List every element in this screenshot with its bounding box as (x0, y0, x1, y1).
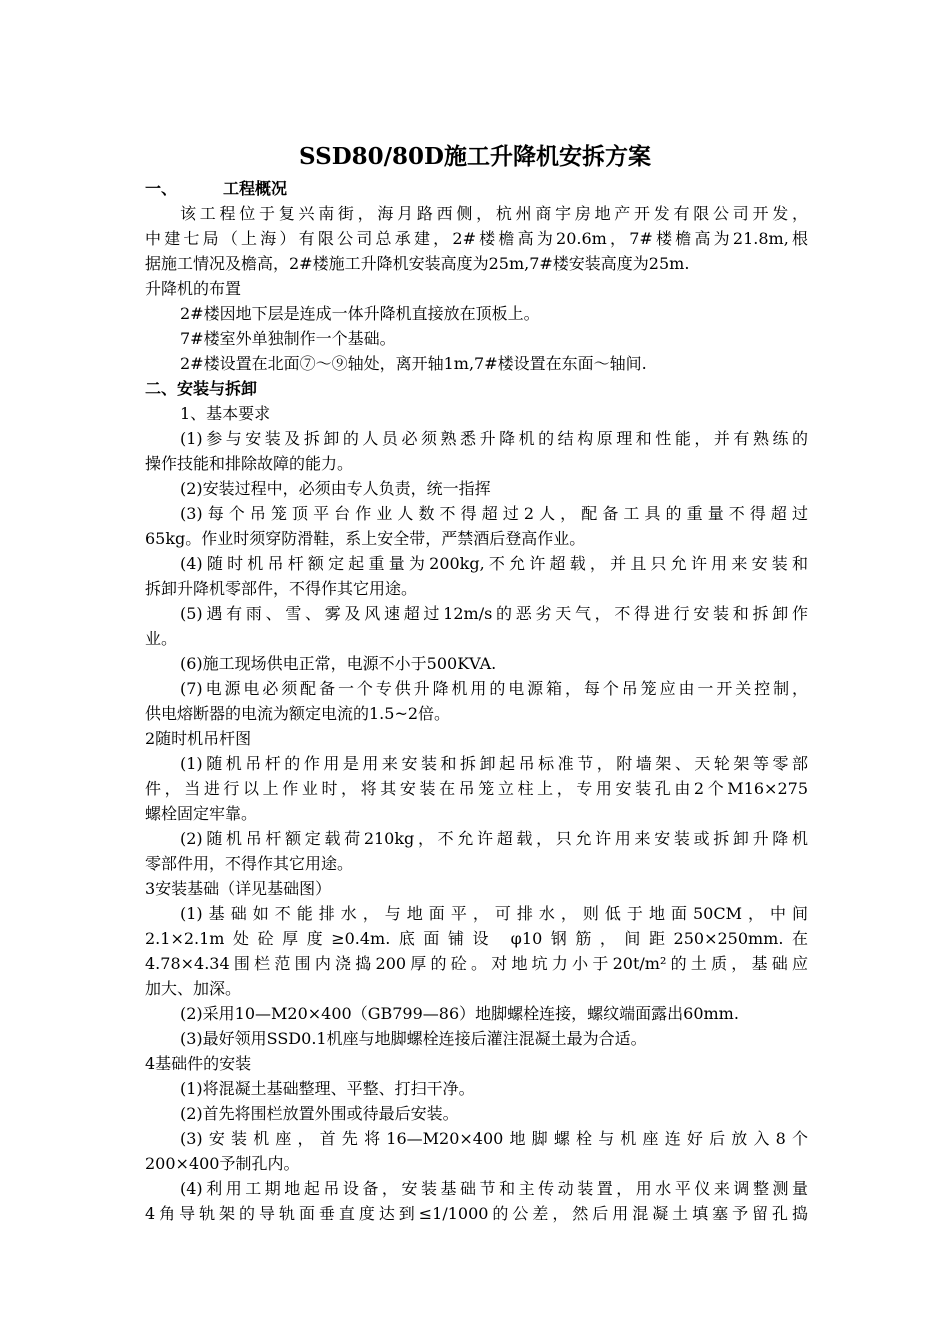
paragraph-line: 7#楼室外单独制作一个基础。 (180, 329, 396, 348)
paragraph-line: 加大、加深。 (145, 979, 242, 998)
paragraph-line: 件，当进行以上作业时，将其安装在吊笼立柱上，专用安装孔由2个M16×275 (145, 779, 808, 798)
subsection-heading: 3安装基础（详见基础图） (145, 879, 332, 898)
paragraph-line: (7)电源电必须配备一个专供升降机用的电源箱，每个吊笼应由一开关控制， (180, 679, 808, 698)
section2-heading: 二、安装与拆卸 (145, 379, 258, 398)
paragraph-line: (1)随机吊杆的作用是用来安装和拆卸起吊标准节，附墙架、天轮架等零部 (180, 754, 808, 773)
paragraph-line: 螺栓固定牢靠。 (145, 804, 258, 823)
subsection-heading: 2随时机吊杆图 (145, 729, 252, 748)
paragraph-line: 中建七局（上海）有限公司总承建，2#楼檐高为20.6m，7#楼檐高为21.8m,根 (145, 229, 808, 248)
paragraph-line: (1)将混凝土基础整理、平整、打扫干净。 (180, 1079, 475, 1098)
paragraph-line: 4.78×4.34围栏范围内浇捣200厚的砼。对地坑力小于20t/m²的土质，基础应 (145, 954, 808, 973)
paragraph-line: 2#楼设置在北面⑦～⑨轴处，离开轴1m,7#楼设置在东面～轴间. (180, 354, 647, 373)
paragraph-line: (3)每个吊笼顶平台作业人数不得超过2人，配备工具的重量不得超过 (180, 504, 808, 523)
paragraph-line: 业。 (145, 629, 178, 648)
paragraph-line: 据施工情况及檐高，2#楼施工升降机安装高度为25m,7#楼安装高度为25m. (145, 254, 690, 273)
section1-title: 工程概况 (223, 179, 288, 198)
paragraph-line: 2.1×2.1m处砼厚度≥0.4m.底面铺设 φ10钢筋，间距250×250mm.在 (145, 929, 808, 948)
paragraph-line: (2)随机吊杆额定载荷210kg，不允许超载，只允许用来安装或拆卸升降机 (180, 829, 808, 848)
paragraph-line: 该工程位于复兴南街，海月路西侧，杭州商宇房地产开发有限公司开发， (180, 204, 808, 223)
paragraph-line: (2)安装过程中，必须由专人负责，统一指挥 (180, 479, 491, 498)
document-title: SSD80/80D施工升降机安拆方案 (298, 143, 652, 170)
paragraph-line: 2#楼因地下层是连成一体升降机直接放在顶板上。 (180, 304, 540, 323)
paragraph-line: (4)利用工期地起吊设备，安装基础节和主传动装置，用水平仪来调整测量 (180, 1179, 808, 1198)
paragraph-line: (3)最好领用SSD0.1机座与地脚螺栓连接后灌注混凝土最为合适。 (180, 1029, 647, 1048)
paragraph-line: 操作技能和排除故障的能力。 (145, 454, 354, 473)
paragraph-line: (6)施工现场供电正常，电源不小于500KVA. (180, 654, 497, 673)
paragraph-line: (1)参与安装及拆卸的人员必须熟悉升降机的结构原理和性能，并有熟练的 (180, 429, 808, 448)
paragraph-line: 1、基本要求 (180, 404, 271, 423)
paragraph-line: (3)安装机座，首先将16—M20×400地脚螺栓与机座连好后放入8个 (180, 1129, 808, 1148)
section1-heading (145, 176, 808, 201)
paragraph-line: 升降机的布置 (145, 279, 242, 298)
paragraph-line: (2)采用10—M20×400（GB799—86）地脚螺栓连接，螺纹端面露出60mm. (180, 1004, 739, 1023)
section1-number: 一、 (145, 179, 178, 198)
paragraph-line: (5)遇有雨、雪、雾及风速超过12m/s的恶劣天气，不得进行安装和拆卸作 (180, 604, 808, 623)
subsection-heading: 4基础件的安装 (145, 1054, 252, 1073)
paragraph-line: 65kg。作业时须穿防滑鞋，系上安全带，严禁酒后登高作业。 (145, 529, 586, 548)
paragraph-line: 200×400予制孔内。 (145, 1154, 300, 1173)
paragraph-line: 供电熔断器的电流为额定电流的1.5~2倍。 (145, 704, 451, 723)
paragraph-line: 拆卸升降机零部件，不得作其它用途。 (145, 579, 418, 598)
paragraph-line: (1)基础如不能排水，与地面平，可排水，则低于地面50CM，中间 (180, 904, 808, 923)
paragraph-line: (4)随时机吊杆额定起重量为200kg,不允许超载，并且只允许用来安装和 (180, 554, 808, 573)
paragraph-line: 4角导轨架的导轨面垂直度达到≤1/1000的公差，然后用混凝土填塞予留孔捣 (145, 1204, 808, 1223)
paragraph-line: 零部件用，不得作其它用途。 (145, 854, 354, 873)
paragraph-line: (2)首先将围栏放置外围或待最后安装。 (180, 1104, 459, 1123)
